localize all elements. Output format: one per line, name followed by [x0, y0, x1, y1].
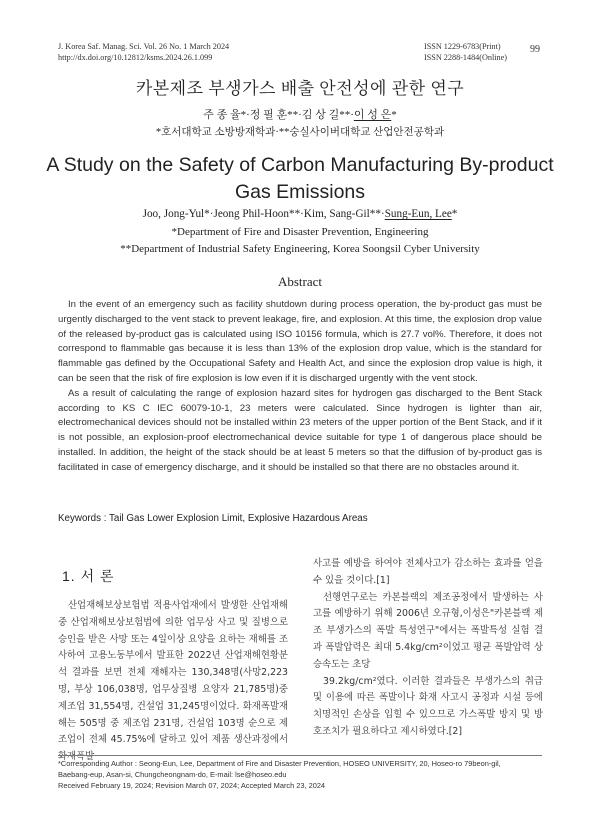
abstract-heading: Abstract: [277, 274, 323, 289]
body-paragraph-continued: 사고를 예방을 하여야 전체사고가 감소하는 효과를 얻을 수 있을 것이다.[1]: [313, 558, 543, 586]
issn-print: ISSN 1229-6783(Print): [424, 42, 501, 51]
journal-header: [58, 41, 229, 63]
issn-block: [424, 41, 507, 63]
author-address: Baebang-eup, Asan-si, Chungcheongnam-do, E-mail: lse@hoseo.edu: [58, 770, 287, 780]
english-author-list: Joo, Jong-Yul*·Jeong Phil-Hoon**·Kim, Sang-Gil**·: [142, 208, 385, 220]
section-heading-introduction: 1. 서 론: [62, 568, 115, 584]
keywords: Keywords : Tail Gas Lower Explosion Limit, Explosive Hazardous Areas: [58, 513, 368, 524]
korean-affiliations: *호서대학교 소방방재학과·**숭실사이버대학교 산업안전공학과: [155, 127, 445, 138]
abstract-paragraph: In the event of an emergency such as facility shutdown during process operation, the by-product gas must be urgently discharged to the vent stack to prevent leakage, fire, and explosion. At this time, the explosion drop value of the released by-product gas is calculated using ISO 10156 formula, which is 27.7 vol%. Therefore, it does not correspond to flammable gas because it is less than 13% of the explosion drop value, which is the standard for flammable gas defined by the Occupational Safety and Health Act, and since the explosion drop value is high, it can be seen that the risk of fire explosion is low even if it is discharged urgently with the vent stock.: [58, 299, 542, 384]
body-paragraph: 산업재해보상보험법 적용사업재에서 발생한 산업재해 중 산업재해보상보험법에 의한 업무상 사고 및 질병으로 승인을 받은 사망 또는 4일이상 요양을 요하는 재해를 조사하여 고용노동부에서 발표한 2022년 산업재해현황분석 결과를 보면 전체 재해자는 130,348명(사망2,223명, 부상 106,038명, 업무상질병 요양자 21,785명)중 제조업 31,554명, 건설업 31,245명이었다. 화재폭발재해는 505명 중 제조업 231명, 건설업 103명 순으로 제조업이 전체 45.75%에 달하고 있어 제품 생산과정에서 화재폭발: [58, 600, 288, 763]
received-dates: Received February 19, 2024; Revision March 07, 2024; Accepted March 23, 2024: [58, 781, 326, 791]
korean-authors: [0, 106, 600, 122]
left-column: [58, 598, 288, 766]
body-paragraph: 선행연구로는 카본블랙의 제조공정에서 발생하는 사고를 예방하기 위해 2006년 오규형,이성은"카본블랙 제조 부생가스의 폭발 특성연구"에서는 폭발특성 실험 결과 폭발압력은 최대 5.4kg/cm²이었고 평균 폭발압력 상승속도는 초당: [313, 591, 543, 670]
doi-link[interactable]: http://dx.doi.org/10.12812/ksms.2024.26.1.099: [58, 53, 213, 62]
korean-title: 카본제조 부생가스 배출 안전성에 관한 연구: [135, 79, 465, 98]
korean-corresponding-mark: *: [391, 109, 397, 121]
page-number: 99: [530, 44, 540, 55]
english-corresponding-author: Sung-Eun, Lee: [384, 208, 452, 220]
right-column: [313, 556, 543, 741]
footnote-divider: [58, 755, 542, 756]
corresponding-author-note: *Corresponding Author : Seong-Eun, Lee, Department of Fire and Disaster Prevention, HOSEO UNIVERSITY, 20, Hoseo-ro 79beon-gil,: [58, 759, 501, 768]
korean-corresponding-author: 이 성 은: [353, 109, 392, 121]
abstract-paragraph: As a result of calculating the range of explosion hazard sites for hydrogen gas discharged to the Bent Stack according to KS C IEC 60079-10-1, 23 meters were calculated. Since hydrogen is lighter than air, electromechanical devices should not be installed within 23 meters of the upper portion of the Bent Stack, and if it is not possible, an explosion-proof electromechanical device suitable for type 1 of dangerous place should be installed. In addition, the height of the stack should be at least 5 meters so that the diffusion of by-product gas is facilitated in case of emergency discharge, and it should be installed so that there are no obstacles around it.: [58, 387, 542, 473]
english-affiliation-1: *Department of Fire and Disaster Prevention, Engineering: [171, 226, 429, 238]
journal-citation: J. Korea Saf. Manag. Sci. Vol. 26 No. 1 March 2024: [58, 42, 230, 51]
english-affiliation-2: **Department of Industrial Safety Engineering, Korea Soongsil Cyber University: [120, 243, 480, 255]
english-title: A Study on the Safety of Carbon Manufacturing By-product Gas Emissions: [46, 154, 554, 203]
korean-author-list: 주 종 율*·정 필 훈**·김 상 길**·: [203, 109, 354, 121]
body-paragraph: 39.2kg/cm²였다. 이러한 결과들은 부생가스의 취급 및 이용에 따른 폭발이나 화재 사고시 공정과 시설 등에 치명적인 손상을 입힐 수 있으므로 가스폭발 방지 및 방호조치가 필요하다고 제시하였다.[2]: [313, 675, 543, 737]
issn-online: ISSN 2288-1484(Online): [424, 53, 508, 62]
english-authors: [0, 208, 600, 220]
footnote: [58, 758, 548, 792]
english-corresponding-mark: *: [451, 208, 458, 220]
abstract-body: [58, 298, 542, 476]
